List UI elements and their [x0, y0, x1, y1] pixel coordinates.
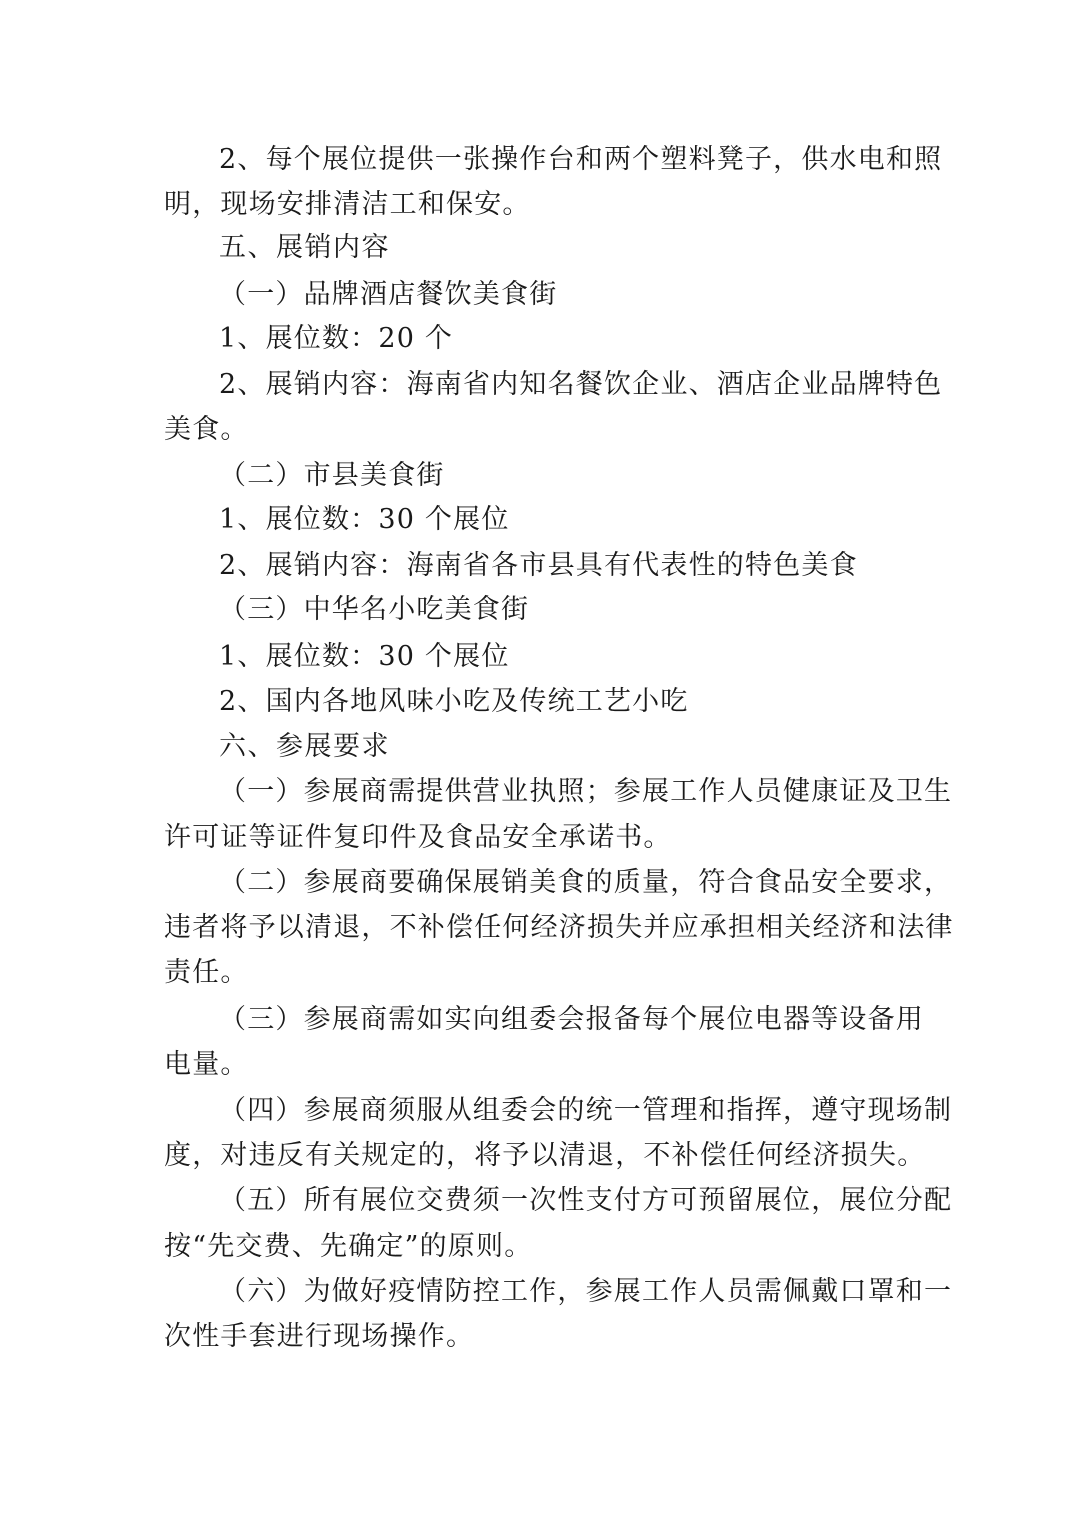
requirement-paragraph: （六）为做好疫情防控工作，参展工作人员需佩戴口罩和一 [219, 1276, 953, 1307]
requirement-paragraph-cont: 许可证等证件复印件及食品安全承诺书。 [164, 822, 672, 853]
list-item: 1、展位数：30 个展位 [219, 641, 510, 672]
subsection-heading-2: （二）市县美食街 [219, 460, 445, 491]
requirement-paragraph: （三）参展商需如实向组委会报备每个展位电器等设备用 [219, 1004, 924, 1035]
list-item: 2、展销内容：海南省内知名餐饮企业、酒店企业品牌特色 [219, 369, 943, 400]
section-heading-5: 五、展销内容 [219, 232, 390, 263]
requirement-paragraph-cont: 违者将予以清退，不补偿任何经济损失并应承担相关经济和法律 [164, 912, 954, 943]
paragraph-booth-facilities-cont: 明，现场安排清洁工和保安。 [164, 189, 531, 220]
section-heading-6: 六、参展要求 [219, 731, 390, 762]
requirement-paragraph: （四）参展商须服从组委会的统一管理和指挥，遵守现场制 [219, 1095, 953, 1126]
paragraph-booth-facilities: 2、每个展位提供一张操作台和两个塑料凳子，供水电和照 [219, 144, 943, 175]
list-item: 2、展销内容：海南省各市县具有代表性的特色美食 [219, 550, 858, 581]
requirement-paragraph: （一）参展商需提供营业执照；参展工作人员健康证及卫生 [219, 776, 953, 807]
list-item: 1、展位数：30 个展位 [219, 504, 510, 535]
requirement-paragraph-cont: 度，对违反有关规定的，将予以清退，不补偿任何经济损失。 [164, 1140, 926, 1171]
requirement-paragraph-cont: 次性手套进行现场操作。 [164, 1321, 475, 1352]
subsection-heading-1: （一）品牌酒店餐饮美食街 [219, 279, 558, 310]
list-item: 2、国内各地风味小吃及传统工艺小吃 [219, 686, 689, 717]
requirement-paragraph-cont: 责任。 [164, 957, 249, 988]
subsection-heading-3: （三）中华名小吃美食街 [219, 594, 530, 625]
requirement-paragraph: （二）参展商要确保展销美食的质量，符合食品安全要求， [219, 867, 953, 898]
requirement-paragraph: （五）所有展位交费须一次性支付方可预留展位，展位分配 [219, 1185, 953, 1216]
requirement-paragraph-cont: 电量。 [164, 1049, 249, 1080]
list-item-cont: 美食。 [164, 414, 249, 445]
requirement-paragraph-cont: 按“先交费、先确定”的原则。 [164, 1231, 533, 1262]
list-item: 1、展位数：20 个 [219, 323, 454, 354]
